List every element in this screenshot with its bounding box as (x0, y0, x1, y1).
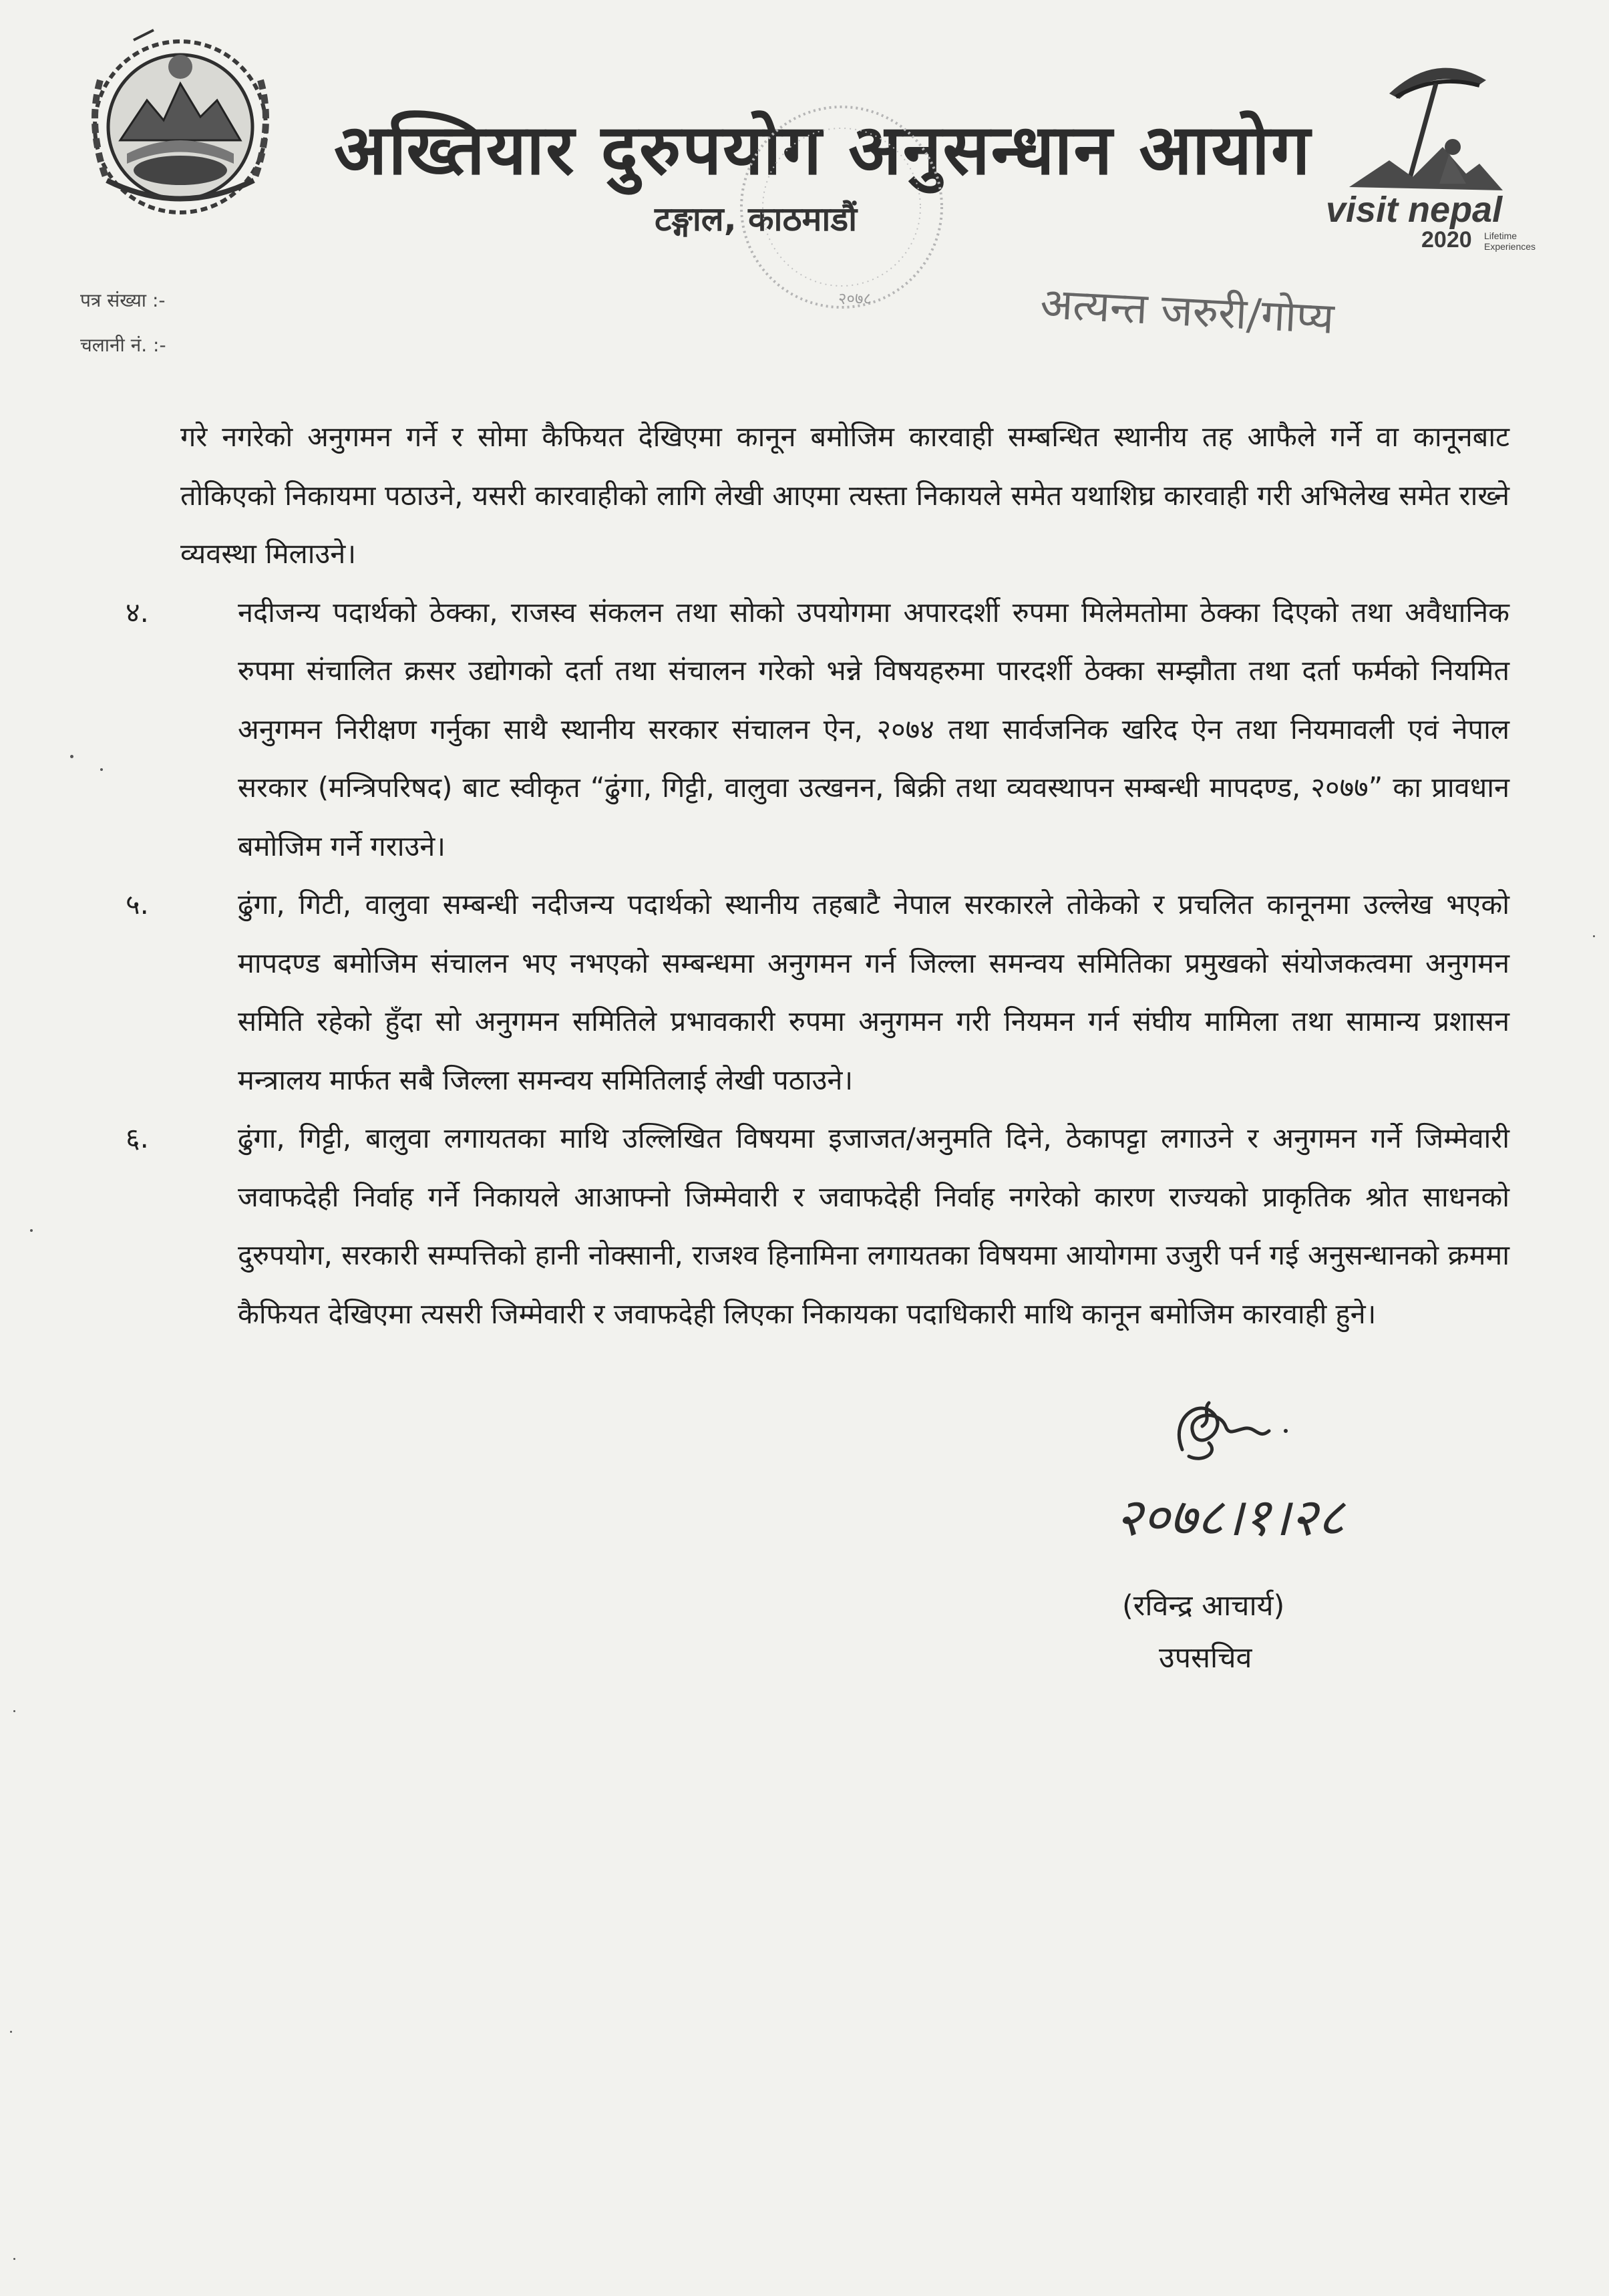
signature-date: २०७८।१।२८ (1115, 1488, 1345, 1548)
item-number: ५. (126, 888, 149, 921)
list-item (126, 875, 1509, 1109)
list-item (126, 583, 1509, 876)
item-number: ६. (126, 1122, 149, 1154)
stamp-year: २०७८ (838, 289, 872, 308)
item-text: ढुंगा, गिट्टी, बालुवा लगायतका माथि उल्लिखित विषयमा इजाजत/अनुमति दिने, ठेकापट्टा लगाउने र अनुगमन गर्ने जिम्मेवारी जवाफदेही निर्वाह गर्ने निकायले आआफ्नो जिम्मेवारी र जवाफदेही निर्वाह नगरेको कारण राज्यको प्राकृतिक श्रोत साधनको दुरुपयोग, सरकारी सम्पत्तिको हानी नोक्सानी, राजश्व हिनामिना लगायतका विषयमा आयोगमा उजुरी पर्न गई अनुसन्धानको क्रममा कैफियत देखिएमा त्यसरी जिम्मेवारी र जवाफदेही लिएका निकायका पदाधिकारी माथि कानून बमोजिम कारवाही हुने। (238, 1122, 1509, 1330)
office-stamp-icon (728, 73, 968, 327)
list-item (126, 1109, 1509, 1343)
logo-wordmark: visit nepal (1326, 190, 1503, 230)
letter-body (126, 407, 1509, 1343)
item-text: ढुंगा, गिटी, वालुवा सम्बन्धी नदीजन्य पदार्थको स्थानीय तहबाटै नेपाल सरकारले तोकेको र प्रचलित कानूनमा उल्लेख भएको मापदण्ड बमोजिम संचालन भए नभएको सम्बन्धमा अनुगमन गर्न जिल्ला समन्वय समितिका प्रमुखको संयोजकत्वमा अनुगमन समिति रहेको हुँदा सो अनुगमन समितिले प्रभावकारी रुपमा अनुगमन गरी नियमन गर्न संघीय मामिला तथा सामान्य प्रशासन मन्त्रालय मार्फत सबै जिल्ला समन्वय समितिलाई लेखी पठाउने। (238, 888, 1509, 1096)
office-name: अख्तियार दुरुपयोग अनुसन्धान आयोग (334, 109, 1312, 190)
signer-name: (रविन्द्र आचार्य) (1122, 1589, 1285, 1623)
ref-number-label: पत्र संख्या :- (80, 289, 166, 311)
classification-note: अत्यन्त जरुरी/गोप्य (1039, 279, 1336, 344)
logo-tagline-2: Experiences (1484, 241, 1536, 252)
signature-scribble (1162, 1389, 1322, 1476)
item-number: ४. (126, 595, 149, 629)
logo-year: 2020 (1421, 227, 1472, 253)
office-address: टङ्गाल, काठमाडौं (655, 200, 858, 238)
signer-title: उपसचिव (1159, 1641, 1252, 1675)
nepal-emblem-icon (80, 27, 281, 220)
item-text: नदीजन्य पदार्थको ठेक्का, राजस्व संकलन तथा सोको उपयोगमा अपारदर्शी रुपमा मिलेमतोमा ठेक्का दिएको तथा अवैधानिक रुपमा संचालित क्रसर उद्योगको दर्ता तथा संचालन गरेको भन्ने विषयहरुमा पारदर्शी ठेक्का सम्झौता तथा दर्ता फर्मको नियमित अनुगमन निरीक्षण गर्नुका साथै स्थानीय सरकार संचालन ऐन, २०७४ तथा सार्वजनिक खरिद ऐन तथा नियमावली एवं नेपाल सरकार (मन्त्रिपरिषद) बाट स्वीकृत “ढुंगा, गिट्टी, वालुवा उत्खनन, बिक्री तथा व्यवस्थापन सम्बन्धी मापदण्ड, २०७७” का प्रावधान बमोजिम गर्ने गराउने। (238, 595, 1509, 862)
logo-tagline-1: Lifetime (1484, 230, 1517, 241)
dispatch-number-label: चलानी नं. :- (80, 334, 166, 356)
intro-paragraph: गरे नगरेको अनुगमन गर्ने र सोमा कैफियत देखिएमा कानून बमोजिम कारवाही सम्बन्धित स्थानीय तह आफैले गर्ने वा कानूनबाट तोकिएको निकायमा पठाउने, यसरी कारवाहीको लागि लेखी आएमा त्यस्ता निकायले समेत यथाशिघ्र कारवाही गरी अभिलेख समेत राख्ने व्यवस्था मिलाउने। (180, 420, 1509, 570)
visit-nepal-logo (1309, 47, 1563, 267)
